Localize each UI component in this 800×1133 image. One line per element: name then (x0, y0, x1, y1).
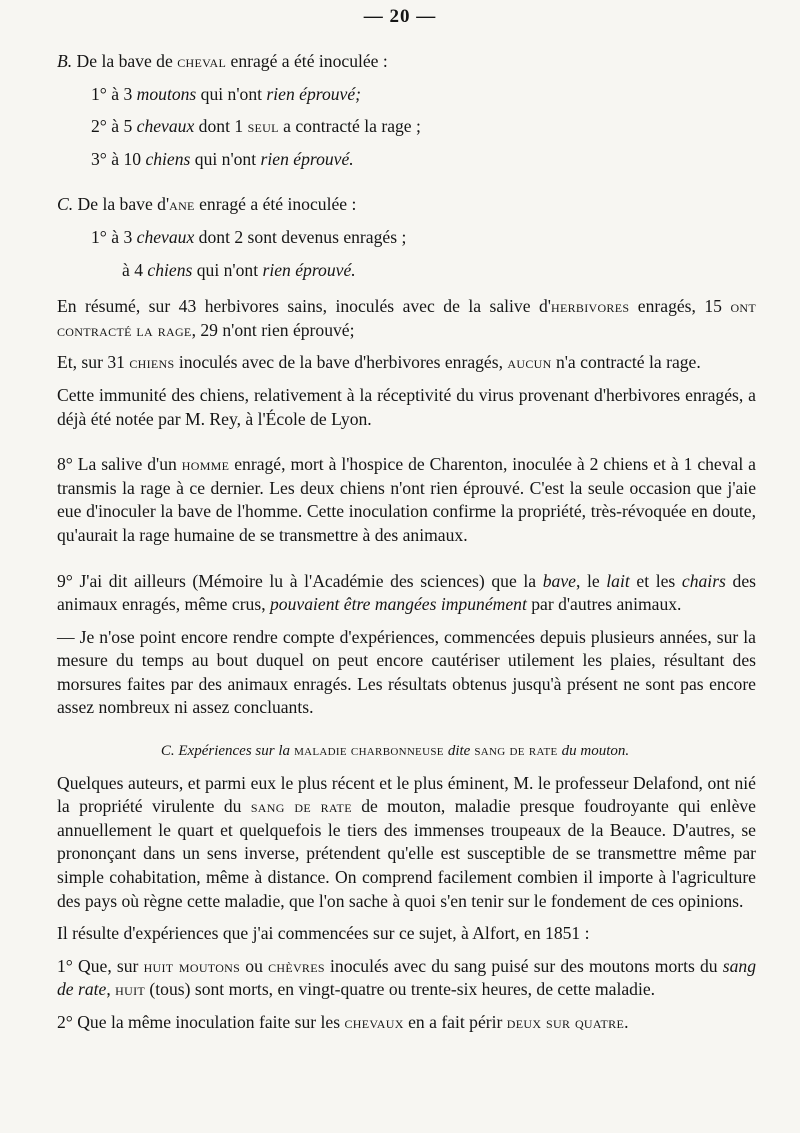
text-italic: sang de rate (57, 955, 757, 1000)
text-italic: bave (542, 570, 576, 591)
text: a contracté la rage ; (278, 116, 421, 137)
text-smallcaps: huit moutons (143, 955, 241, 976)
text: dont 2 sont devenus enragés ; (194, 226, 407, 247)
text: 1° à 3 (91, 226, 137, 247)
text-italic: du mouton. (561, 743, 630, 760)
text-smallcaps: deux sur quatre (506, 1012, 625, 1032)
text-italic: chiens (147, 259, 193, 280)
paragraph-c-intro (34, 193, 756, 217)
paragraph-2-que (34, 1011, 756, 1035)
text: des animaux enragés, même crus, (57, 570, 756, 615)
text: par d'autres animaux. (526, 594, 682, 615)
text-smallcaps: aucun (507, 352, 552, 373)
text: De la bave d' (73, 194, 170, 215)
paragraph-quelques-auteurs (34, 772, 756, 914)
text: 2° à 5 (91, 116, 137, 137)
list-item-b3 (34, 148, 756, 172)
section-subheading (34, 740, 756, 764)
text-smallcaps: homme (181, 454, 230, 475)
text: n'a contracté la rage. (551, 352, 701, 373)
page-number: — 20 — (363, 6, 437, 27)
text: enragé a été inoculée : (194, 194, 357, 215)
paragraph-sur-31 (34, 351, 756, 375)
paragraph-1-que (34, 955, 756, 1002)
text-smallcaps: seul (247, 116, 279, 137)
text-italic: chevaux (136, 226, 195, 247)
text-smallcaps: herbivores (550, 296, 630, 317)
text-italic: rien éprouvé. (260, 148, 354, 169)
text: qui n'ont (192, 259, 263, 280)
text: et les (629, 570, 682, 591)
text: inoculés avec du sang puisé sur des moutons morts du (324, 955, 723, 976)
section-letter: B. (57, 51, 73, 71)
text: inoculés avec de la bave d'herbivores enragés, (174, 352, 508, 373)
text-italic: moutons (136, 83, 197, 104)
text: 8° La salive d'un (57, 454, 182, 475)
text: 1° à 3 (91, 83, 137, 104)
text-smallcaps: ane (169, 194, 195, 215)
text: qui n'ont (196, 83, 267, 104)
text-italic: pouvaient être mangées impunément (270, 594, 527, 615)
text-smallcaps: chiens (129, 352, 175, 373)
text: enragé a été inoculée : (226, 51, 388, 71)
text: en a fait périr (403, 1012, 507, 1032)
text: de mouton, maladie presque foudroyante qui enlève annuellement le quart et quelquefois le tiers des immenses troupeaux de la Beauce. D'autres, se prononçant dans un sens inverse, prétendent qu'elle est susceptible de se transmettre même par simple cohabitation, même à distance. On comprend facilement combien il importe à l'agriculture des pays où règne cette maladie, que l'on sache à quoi s'en tenir sur le fondement de ces opinions. (57, 796, 756, 911)
text-italic: chiens (145, 148, 191, 169)
text: à 4 (122, 259, 148, 280)
text-smallcaps: sang de rate (250, 796, 352, 817)
paragraph-b-intro (34, 50, 756, 74)
paragraph-il-resulte: Il résulte d'expériences que j'ai commencées sur ce sujet, à Alfort, en 1851 : (57, 923, 590, 944)
paragraph-8 (34, 453, 756, 547)
text-italic: rien éprouvé. (262, 259, 356, 280)
text-italic: chairs (681, 570, 726, 591)
text: (tous) sont morts, en vingt-quatre ou trente-six heures, de cette maladie. (145, 979, 656, 1000)
paragraph-9 (34, 570, 756, 617)
text: ou (240, 955, 269, 976)
text-smallcaps: chèvres (268, 955, 325, 976)
text: 1° Que, sur (57, 955, 144, 976)
paragraph-immunite: Cette immunité des chiens, relativement à la réceptivité du virus provenant d'herbivores enragés, a déjà été notée par M. Rey, à l'École de Lyon. (57, 384, 756, 429)
text: qui n'ont (190, 148, 261, 169)
list-item-b2 (34, 115, 756, 139)
list-item-c2 (34, 259, 756, 283)
text-smallcaps: ont contracté la rage (57, 296, 757, 340)
text: 2° Que la même inoculation faite sur les (57, 1012, 345, 1032)
text-italic: chevaux (136, 116, 195, 137)
text: , (106, 979, 116, 1000)
text: , 29 n'ont rien éprouvé; (191, 319, 355, 340)
text: Et, sur 31 (57, 352, 130, 373)
text-italic: Expériences sur la (178, 743, 291, 760)
text: Quelques auteurs, et parmi eux le plus récent et le plus éminent, M. le professeur Delafond, ont nié la propriété virulente du (57, 772, 756, 817)
page-body (34, 50, 756, 1035)
paragraph-resume (34, 295, 756, 342)
text: C. (160, 743, 179, 760)
text-smallcaps: chevaux (344, 1012, 404, 1032)
text-italic: dite (447, 743, 471, 760)
text-smallcaps: cheval (177, 51, 227, 71)
text: . (624, 1012, 629, 1032)
list-item-b1 (34, 83, 756, 107)
text-smallcaps: maladie charbonneuse (290, 743, 448, 760)
text: enragés, 15 (629, 296, 731, 317)
text: De la bave de (72, 51, 178, 71)
text: , le (575, 570, 607, 591)
section-letter: C. (57, 194, 74, 215)
text: dont 1 (194, 116, 248, 137)
text-smallcaps: sang de rate (470, 743, 562, 760)
text: 3° à 10 (91, 148, 146, 169)
text-smallcaps: huit (115, 979, 146, 1000)
text: enragé, mort à l'hospice de Charenton, inoculée à 2 chiens et à 1 cheval a transmis la rage à ce dernier. Les deux chiens n'ont rien éprouvé. C'est la seule occasion que j'aie eue d'inoculer la bave de l'homme. Cette inoculation confirme la propriété, très-révoquée en doute, qu'aurait la rage humaine de se transmettre à des animaux. (57, 454, 756, 545)
paragraph-je-n-ose: — Je n'ose point encore rendre compte d'expériences, commencées depuis plusieurs années, sur la mesure du temps au bout duquel on peut encore cautériser utilement les plaies, résultant des morsures faites par des animaux enragés. Les résultats obtenus jusqu'à présent ne sont pas encore assez nombreux ni assez concluants. (57, 626, 756, 718)
text: 9° J'ai dit ailleurs (Mémoire lu à l'Académie des sciences) que la (57, 570, 543, 591)
text-italic: rien éprouvé; (266, 83, 362, 104)
list-item-c1 (34, 226, 756, 250)
text: En résumé, sur 43 herbivores sains, inoculés avec de la salive d' (57, 296, 551, 317)
text-italic: lait (606, 570, 630, 591)
